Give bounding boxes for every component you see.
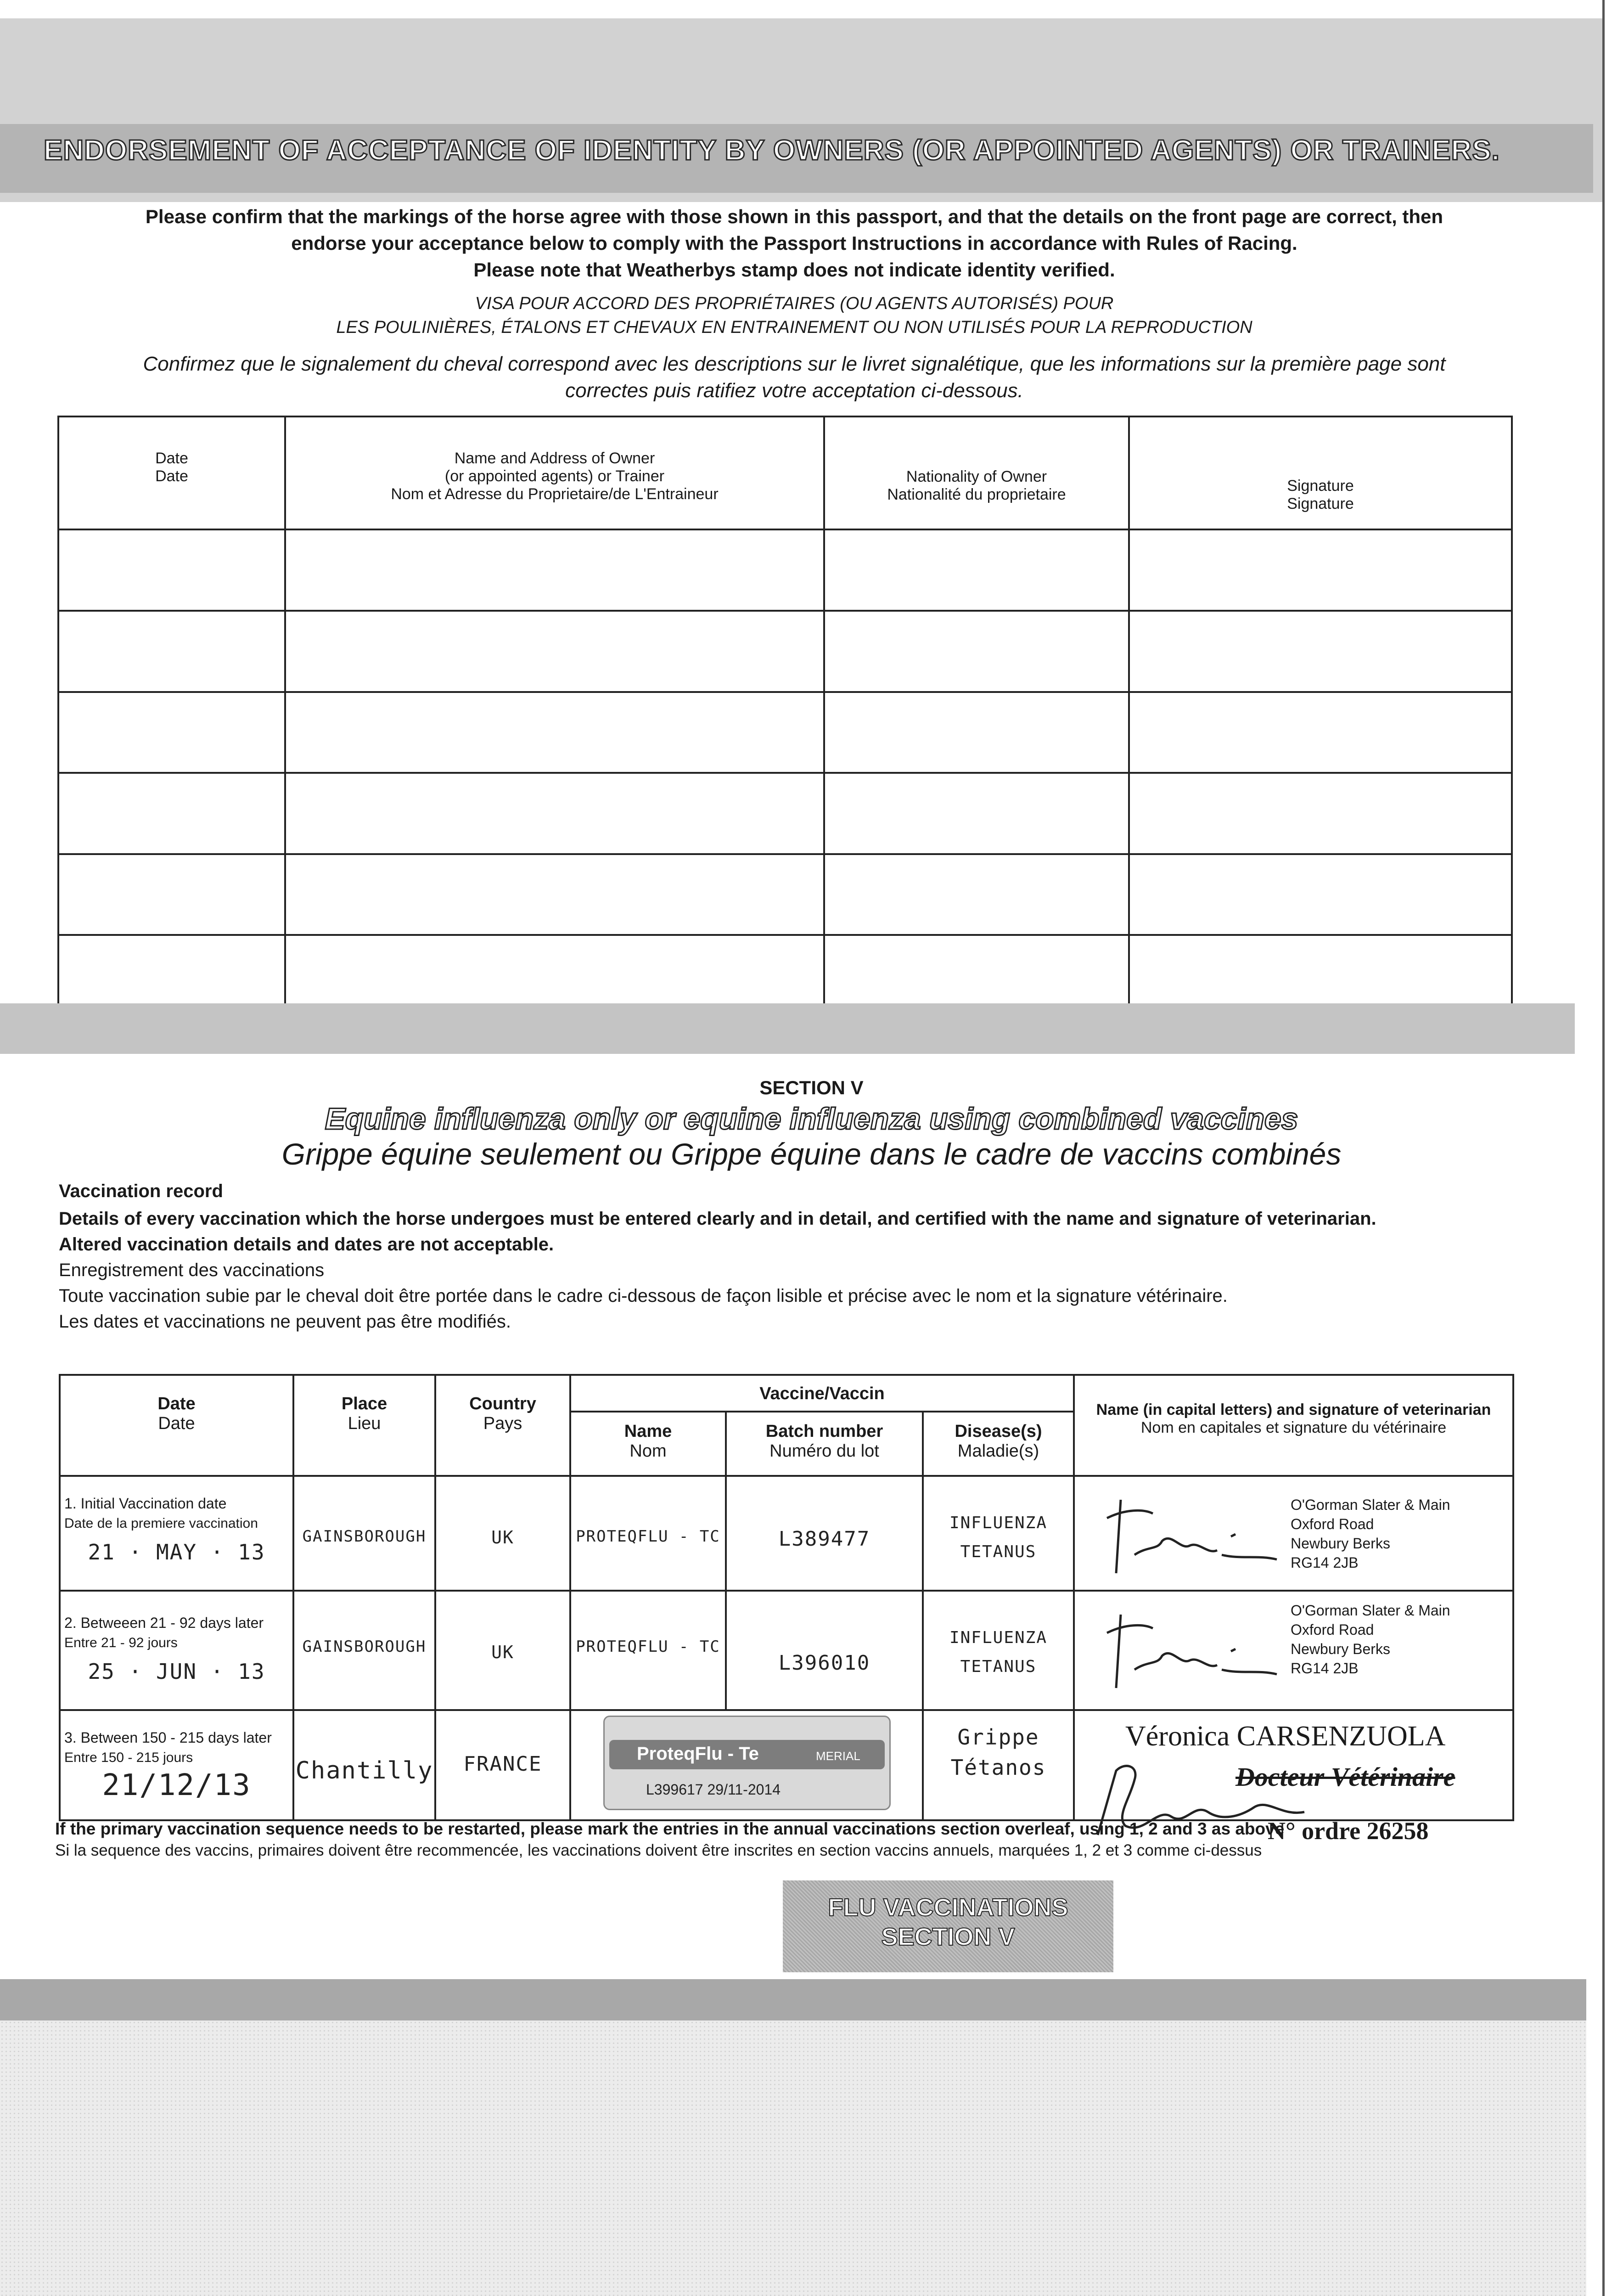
vhead-batch [726, 1412, 923, 1476]
header-nationality-en: Nationality of Owner [906, 468, 1047, 485]
row3-disease-1: Grippe [957, 1725, 1039, 1750]
vhead-disease-fr: Maladie(s) [957, 1441, 1039, 1461]
row2-country[interactable]: UK [435, 1591, 570, 1710]
row-date-cell[interactable] [58, 611, 285, 692]
row3-date-cell[interactable] [60, 1710, 293, 1820]
row1-vet-line-2: Oxford Road [1291, 1516, 1374, 1532]
bottom-band [0, 1979, 1586, 2020]
vhead-batch-fr: Numéro du lot [769, 1441, 879, 1461]
row2-place[interactable]: GAINSBOROUGH [293, 1591, 435, 1710]
row-owner-cell[interactable] [285, 529, 824, 611]
vhead-vet-fr: Nom en capitales et signature du vétérinaire [1140, 1419, 1447, 1436]
tab-line-2: SECTION V [881, 1923, 1015, 1951]
row1-vaccine-name[interactable]: PROTEQFLU - TC [570, 1476, 726, 1591]
section-v-label: SECTION V [759, 1077, 864, 1098]
vhead-disease-en: Disease(s) [955, 1422, 1042, 1441]
row2-vet-line-2: Oxford Road [1291, 1621, 1374, 1638]
endorsement-table [57, 416, 1513, 1017]
endorsement-row [58, 854, 1512, 935]
row2-vet-cell[interactable] [1074, 1591, 1513, 1710]
row-nationality-cell[interactable] [824, 692, 1129, 773]
vhead-place-en: Place [341, 1394, 387, 1413]
row-owner-cell[interactable] [285, 773, 824, 854]
row3-country[interactable]: FRANCE [435, 1710, 570, 1820]
endorsement-instructions-1: Please confirm that the markings of the horse agree with those shown in this passport, and that the details on the front page are correct, then [145, 206, 1443, 227]
row3-disease[interactable] [923, 1710, 1074, 1820]
row3-date-value: 21/12/13 [102, 1768, 251, 1802]
row3-vet-name: Véronica CARSENZUOLA [1125, 1721, 1446, 1752]
vhead-country-en: Country [469, 1394, 536, 1413]
row-signature-cell[interactable] [1129, 611, 1512, 692]
row-signature-cell[interactable] [1129, 692, 1512, 773]
header-owner-en-1: Name and Address of Owner [454, 450, 655, 467]
vhead-place [293, 1375, 435, 1476]
row1-disease[interactable] [923, 1476, 1074, 1591]
row-nationality-cell[interactable] [824, 611, 1129, 692]
sticker-lot: L399617 29/11-2014 [646, 1781, 781, 1798]
row-nationality-cell[interactable] [824, 773, 1129, 854]
row1-vet-cell[interactable] [1074, 1476, 1513, 1591]
row1-signature-scribble [1093, 1491, 1286, 1582]
row2-label-en: 2. Betweeen 21 - 92 days later [64, 1615, 264, 1631]
vhead-vet-en: Name (in capital letters) and signature of veterinarian [1096, 1401, 1491, 1418]
row-date-cell[interactable] [58, 854, 285, 935]
row-owner-cell[interactable] [285, 611, 824, 692]
vhead-country [435, 1375, 570, 1476]
row-date-cell[interactable] [58, 773, 285, 854]
details-fr-2: Les dates et vaccinations ne peuvent pas être modifiés. [59, 1311, 511, 1332]
row-signature-cell[interactable] [1129, 529, 1512, 611]
row-owner-cell[interactable] [285, 854, 824, 935]
sticker-product-name: ProteqFlu - Te [637, 1744, 759, 1764]
row1-place[interactable]: GAINSBOROUGH [293, 1476, 435, 1591]
sticker-brand: MERIAL [816, 1749, 860, 1763]
row2-date-value: 25 · JUN · 13 [88, 1659, 265, 1684]
row-signature-cell[interactable] [1129, 854, 1512, 935]
row2-vaccine-name[interactable]: PROTEQFLU - TC [570, 1591, 726, 1710]
vhead-name-fr: Nom [629, 1441, 667, 1461]
row3-disease-2: Tétanos [950, 1755, 1046, 1780]
vaccination-row-2 [60, 1591, 1513, 1710]
row2-disease[interactable] [923, 1591, 1074, 1710]
tab-line-1: FLU VACCINATIONS [828, 1894, 1068, 1921]
footer-fr: Si la sequence des vaccins, primaires doivent être recommencée, les vaccinations doivent être inscrites en section vaccins annuels, marquées 1, 2 et 3 comme ci-dessus [55, 1841, 1262, 1859]
row1-date-value: 21 · MAY · 13 [88, 1540, 265, 1564]
row2-signature-scribble [1093, 1605, 1286, 1697]
row2-vet-stamp [1291, 1601, 1450, 1678]
header-owner-fr: Nom et Adresse du Proprietaire/de L'Entraineur [391, 485, 719, 503]
endorsement-row [58, 692, 1512, 773]
endorsement-row [58, 529, 1512, 611]
vhead-batch-en: Batch number [765, 1422, 883, 1441]
endorsement-title: ENDORSEMENT OF ACCEPTANCE OF IDENTITY BY OWNERS (OR APPOINTED AGENTS) OR TRAINERS. [44, 135, 1500, 166]
header-date-en: Date [155, 450, 188, 467]
header-date-fr: Date [155, 467, 188, 485]
row1-label-fr: Date de la premiere vaccination [64, 1516, 258, 1531]
header-signature [1129, 416, 1512, 529]
header-date [58, 416, 285, 529]
endorsement-instructions-3: Please note that Weatherbys stamp does not indicate identity verified. [473, 259, 1115, 281]
vhead-date-en: Date [157, 1394, 196, 1413]
header-nationality-fr: Nationalité du proprietaire [887, 486, 1066, 503]
row-signature-cell[interactable] [1129, 773, 1512, 854]
header-nationality [824, 416, 1129, 529]
vhead-name [570, 1412, 726, 1476]
header-owner [285, 416, 824, 529]
row-date-cell[interactable] [58, 692, 285, 773]
vhead-place-fr: Lieu [348, 1414, 381, 1433]
row3-vaccine-sticker-cell[interactable] [570, 1710, 923, 1820]
vhead-country-fr: Pays [483, 1414, 522, 1433]
vaccination-row-3 [60, 1710, 1513, 1820]
row2-vet-line-4: RG14 2JB [1291, 1660, 1359, 1677]
row2-label-fr: Entre 21 - 92 jours [64, 1635, 178, 1650]
endorsement-row [58, 773, 1512, 854]
visa-line-2: LES POULINIÈRES, ÉTALONS ET CHEVAUX EN ENTRAINEMENT OU NON UTILISÉS POUR LA REPRODUCTION [336, 318, 1252, 337]
row-nationality-cell[interactable] [824, 529, 1129, 611]
row1-vet-line-1: O'Gorman Slater & Main [1291, 1497, 1450, 1513]
header-signature-fr: Signature [1287, 495, 1354, 512]
row3-place[interactable]: Chantilly [293, 1710, 435, 1820]
row2-disease-2: TETANUS [960, 1657, 1037, 1676]
vhead-name-en: Name [624, 1422, 672, 1441]
footer-en: If the primary vaccination sequence needs to be restarted, please mark the entries in the annual vaccinations section overleaf, using 1, 2 and 3 as above [55, 1819, 1285, 1838]
row2-vet-line-1: O'Gorman Slater & Main [1291, 1602, 1450, 1619]
row1-country[interactable]: UK [435, 1476, 570, 1591]
row2-disease-1: INFLUENZA [949, 1628, 1048, 1647]
confirm-line-2: correctes puis ratifiez votre acceptation ci-dessous. [565, 379, 1023, 402]
bottom-speckle-area [0, 2020, 1586, 2296]
row1-batch[interactable]: L389477 [726, 1476, 923, 1591]
vhead-date [60, 1375, 293, 1476]
row1-vet-stamp [1291, 1495, 1450, 1572]
vhead-date-fr: Date [158, 1414, 195, 1433]
record-fr: Enregistrement des vaccinations [59, 1260, 325, 1280]
vhead-vet [1074, 1375, 1513, 1476]
row3-vet-order: N° ordre 26258 [1268, 1817, 1429, 1845]
vaccine-sticker [603, 1716, 891, 1810]
section-v-title-fr: Grippe équine seulement ou Grippe équine dans le cadre de vaccins combinés [281, 1137, 1342, 1171]
flu-vaccinations-tab [783, 1880, 1113, 1972]
row2-date-cell[interactable] [60, 1591, 293, 1710]
row1-disease-2: TETANUS [960, 1542, 1037, 1561]
row-nationality-cell[interactable] [824, 854, 1129, 935]
vaccination-row-1 [60, 1476, 1513, 1591]
row1-vet-line-3: Newbury Berks [1291, 1535, 1390, 1552]
vhead-vaccine: Vaccine/Vaccin [570, 1375, 1074, 1412]
details-en-1: Details of every vaccination which the horse undergoes must be entered clearly and in detail, and certified with the name and signature of veterinarian. [59, 1209, 1376, 1229]
endorsement-row [58, 611, 1512, 692]
row1-vet-line-4: RG14 2JB [1291, 1554, 1359, 1571]
row2-batch[interactable]: L396010 [726, 1591, 923, 1710]
row2-vet-line-3: Newbury Berks [1291, 1641, 1390, 1657]
section-v-title-en: Equine influenza only or equine influenza using combined vaccines [325, 1102, 1298, 1136]
row1-label-en: 1. Initial Vaccination date [64, 1495, 227, 1512]
visa-line-1: VISA POUR ACCORD DES PROPRIÉTAIRES (OU AGENTS AUTORISÉS) POUR [475, 294, 1114, 313]
right-edge-line [1602, 0, 1605, 2296]
row3-vet-cell[interactable] [1074, 1710, 1513, 1845]
row1-date-cell[interactable] [60, 1476, 293, 1591]
vaccination-record-label: Vaccination record [59, 1181, 223, 1201]
header-owner-en-2: (or appointed agents) or Trainer [444, 467, 665, 485]
row-owner-cell[interactable] [285, 692, 824, 773]
endorsement-instructions-2: endorse your acceptance below to comply with the Passport Instructions in accordance with Rules of Racing. [291, 232, 1297, 254]
row-date-cell[interactable] [58, 529, 285, 611]
middle-band [0, 1003, 1575, 1054]
confirm-line-1: Confirmez que le signalement du cheval correspond avec les descriptions sur le livret signalétique, que les informations sur la première page sont [143, 353, 1446, 375]
vhead-disease [923, 1412, 1074, 1476]
details-en-2: Altered vaccination details and dates are not acceptable. [59, 1234, 554, 1255]
details-fr-1: Toute vaccination subie par le cheval doit être portée dans le cadre ci-dessous de façon lisible et précise avec le nom et la signature vétérinaire. [59, 1286, 1228, 1306]
row3-label-fr: Entre 150 - 215 jours [64, 1750, 193, 1765]
row3-vet-title: Docteur Vétérinaire [1236, 1762, 1455, 1792]
header-signature-en: Signature [1287, 477, 1354, 495]
row1-disease-1: INFLUENZA [949, 1514, 1048, 1532]
row3-label-en: 3. Between 150 - 215 days later [64, 1729, 272, 1746]
